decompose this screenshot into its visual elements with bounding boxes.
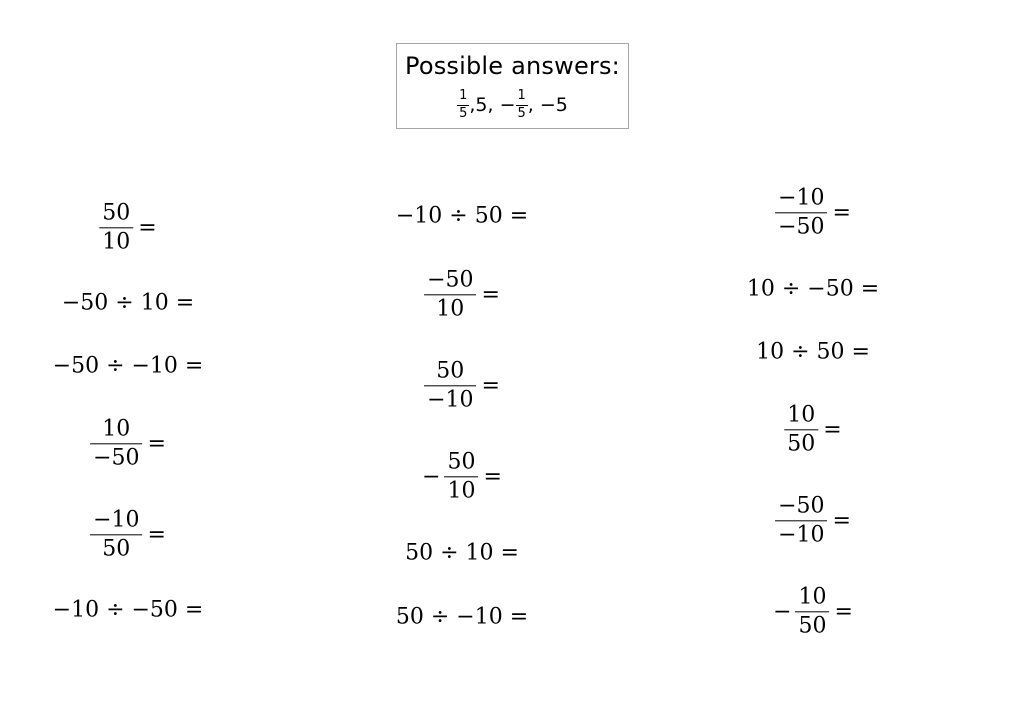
fraction bbox=[99, 201, 133, 254]
fraction-numerator: 50 bbox=[424, 359, 476, 386]
fraction-numerator: 1 bbox=[457, 89, 469, 105]
possible-answers-box bbox=[396, 43, 629, 129]
problem-col2-6: 50 ÷ −10 = bbox=[395, 604, 529, 630]
possible-answers-values bbox=[457, 82, 568, 128]
possible-answers-title: Possible answers: bbox=[405, 52, 620, 80]
fraction bbox=[90, 417, 142, 470]
problem-col3-3: 10 ÷ 50 = bbox=[756, 339, 870, 365]
answer-neg-five: , −5 bbox=[527, 94, 568, 116]
fraction bbox=[424, 359, 476, 412]
fraction bbox=[775, 186, 827, 239]
problem-col3-6 bbox=[773, 585, 853, 638]
equals-sign: = bbox=[832, 200, 851, 226]
fraction-denominator: 10 bbox=[447, 478, 476, 504]
fraction-numerator: 50 bbox=[99, 201, 133, 228]
problem-col3-4 bbox=[784, 403, 841, 456]
fraction-numerator: 10 bbox=[796, 585, 830, 612]
fraction-denominator: 5 bbox=[517, 105, 526, 121]
fraction-denominator: 50 bbox=[798, 613, 827, 639]
problem-col2-3 bbox=[424, 359, 500, 412]
answer-one-fifth bbox=[457, 89, 469, 121]
equals-sign: = bbox=[481, 282, 500, 308]
fraction-denominator: 50 bbox=[787, 431, 816, 457]
fraction bbox=[775, 494, 827, 547]
fraction bbox=[445, 450, 479, 503]
equals-sign: = bbox=[147, 522, 166, 548]
fraction-denominator: 50 bbox=[102, 536, 131, 562]
problem-col1-6: −10 ÷ −50 = bbox=[52, 597, 204, 623]
answer-five: 5 bbox=[475, 94, 488, 116]
equals-sign: = bbox=[481, 373, 500, 399]
equals-sign: = bbox=[832, 508, 851, 534]
fraction-numerator: 10 bbox=[784, 403, 818, 430]
equals-sign: = bbox=[147, 431, 166, 457]
fraction-numerator: 10 bbox=[90, 417, 142, 444]
problem-col2-5: 50 ÷ 10 = bbox=[405, 540, 519, 566]
minus-sign: − bbox=[422, 464, 441, 490]
fraction-denominator: −50 bbox=[778, 214, 825, 240]
problem-col3-1 bbox=[775, 186, 851, 239]
fraction-denominator: −10 bbox=[778, 522, 825, 548]
answer-separator: , bbox=[469, 94, 476, 116]
equals-sign: = bbox=[823, 417, 842, 443]
fraction-numerator: −10 bbox=[90, 508, 142, 535]
fraction-numerator: 1 bbox=[516, 89, 528, 105]
problem-col2-4 bbox=[422, 450, 502, 503]
answer-neg-one-fifth bbox=[516, 89, 528, 121]
problem-col3-5 bbox=[775, 494, 851, 547]
fraction-denominator: −10 bbox=[427, 387, 474, 413]
fraction-denominator: −50 bbox=[93, 445, 140, 471]
fraction-denominator: 5 bbox=[459, 105, 468, 121]
problem-col1-4 bbox=[90, 417, 166, 470]
equals-sign: = bbox=[834, 599, 853, 625]
fraction bbox=[784, 403, 818, 456]
fraction-numerator: −50 bbox=[775, 494, 827, 521]
fraction bbox=[796, 585, 830, 638]
problem-col2-2 bbox=[424, 268, 500, 321]
equals-sign: = bbox=[138, 215, 157, 241]
fraction-numerator: −10 bbox=[775, 186, 827, 213]
problem-col1-5 bbox=[90, 508, 166, 561]
problem-col1-1 bbox=[99, 201, 156, 254]
fraction-denominator: 10 bbox=[436, 296, 465, 322]
fraction-numerator: 50 bbox=[445, 450, 479, 477]
fraction bbox=[424, 268, 476, 321]
fraction-denominator: 10 bbox=[102, 229, 131, 255]
equals-sign: = bbox=[483, 464, 502, 490]
minus-sign: − bbox=[773, 599, 792, 625]
answer-separator-minus: , − bbox=[487, 94, 516, 116]
fraction-numerator: −50 bbox=[424, 268, 476, 295]
problem-col3-2: 10 ÷ −50 = bbox=[746, 276, 880, 302]
problem-col1-2: −50 ÷ 10 = bbox=[61, 290, 195, 316]
fraction bbox=[90, 508, 142, 561]
problem-col1-3: −50 ÷ −10 = bbox=[52, 353, 204, 379]
problem-col2-1: −10 ÷ 50 = bbox=[395, 203, 529, 229]
